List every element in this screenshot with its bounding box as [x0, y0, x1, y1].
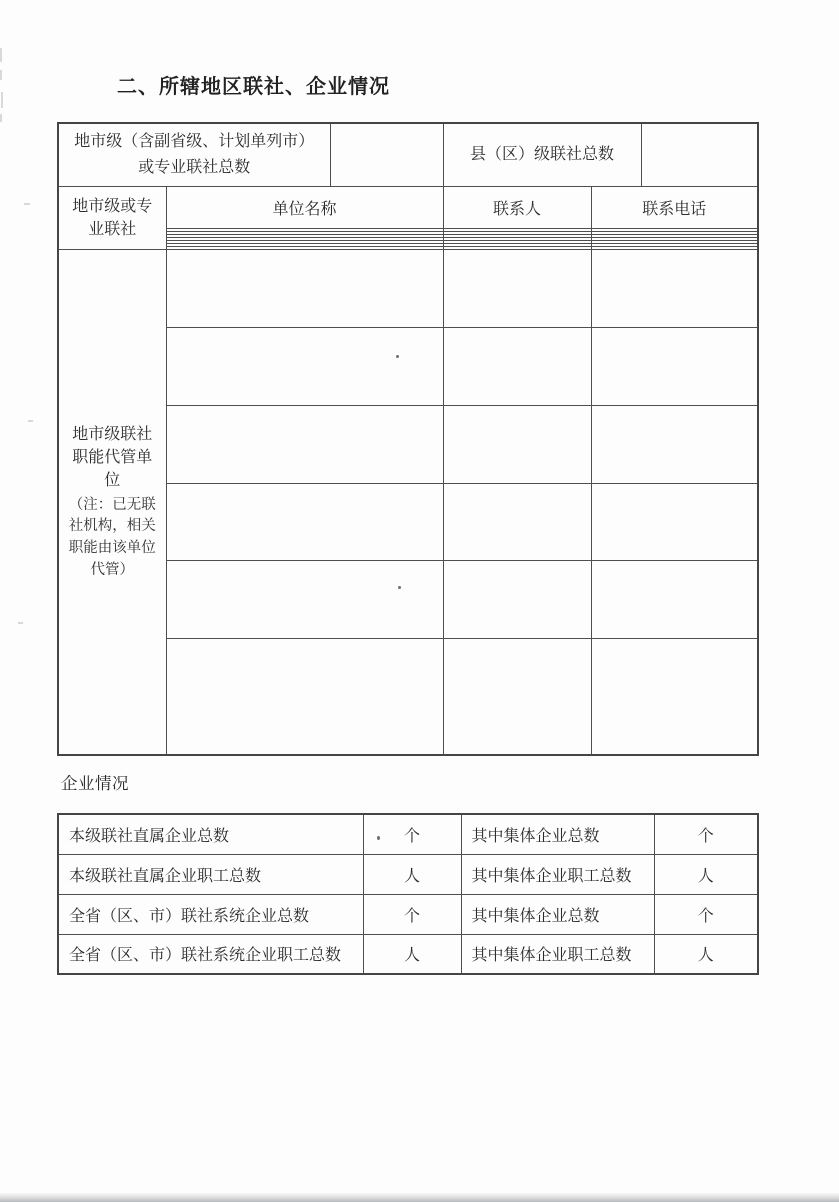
scan-edge-mark [0, 70, 2, 80]
enterprise-unit: 个 [363, 814, 461, 854]
scan-bottom-shadow [0, 1193, 839, 1202]
county-level-total-value-cell[interactable] [641, 123, 758, 186]
section-city-level-label-line1: 地市级或专 [72, 197, 153, 215]
enterprise-unit: 人 [363, 934, 461, 974]
city-level-total-label [58, 123, 330, 186]
contact-cell[interactable] [443, 405, 591, 483]
section-delegate-note [59, 495, 166, 582]
association-directory-table [57, 122, 759, 756]
city-level-total-value-cell[interactable] [330, 123, 443, 186]
section-delegate-label [58, 250, 166, 755]
unit-name-cell[interactable] [166, 328, 443, 406]
enterprise-sub-label: 其中集体企业职工总数 [461, 934, 654, 974]
scan-speck [398, 586, 401, 589]
phone-cell[interactable] [591, 405, 758, 483]
enterprise-label: 全省（区、市）联社系统企业总数 [58, 894, 363, 934]
unit-name-cell[interactable] [166, 483, 443, 561]
table-row [58, 814, 758, 854]
contact-cell[interactable] [443, 561, 591, 639]
enterprise-section-title: 企业情况 [61, 774, 129, 793]
scan-edge-mark [28, 420, 33, 422]
table-row [58, 854, 758, 894]
section-delegate-label-line3: 位 [104, 472, 121, 490]
enterprise-label: 本级联社直属企业职工总数 [58, 854, 363, 894]
enterprise-sub-label: 其中集体企业总数 [461, 814, 654, 854]
unit-name-cell[interactable] [166, 638, 443, 755]
col-header-unit-name: 单位名称 [166, 186, 443, 228]
enterprise-sub-unit: 人 [654, 934, 758, 974]
section-delegate-label-line2: 职能代管单 [72, 449, 153, 467]
county-level-total-label: 县（区）级联社总数 [443, 123, 641, 186]
note-line3: 职能由该单位 [68, 540, 156, 557]
scan-edge-mark [1, 92, 3, 108]
contact-cell[interactable] [443, 250, 591, 328]
enterprise-sub-label: 其中集体企业职工总数 [461, 854, 654, 894]
section-city-level-label-line2: 业联社 [88, 220, 137, 238]
contact-cell[interactable] [443, 328, 591, 406]
unit-name-cell[interactable] [166, 561, 443, 639]
note-line2: 社机构，相关 [68, 518, 156, 535]
phone-cell[interactable] [591, 638, 758, 755]
enterprise-label: 本级联社直属企业总数 [58, 814, 363, 854]
page-title: 二、所辖地区联社、企业情况 [117, 76, 390, 98]
scan-speck [377, 836, 380, 840]
enterprise-unit: 个 [363, 894, 461, 934]
col-header-phone: 联系电话 [591, 186, 758, 228]
scan-edge-mark [0, 114, 2, 122]
table-row [58, 894, 758, 934]
enterprise-unit: 人 [363, 854, 461, 894]
section-delegate-label-line1: 地市级联社 [72, 425, 153, 443]
enterprise-sub-unit: 人 [654, 854, 758, 894]
scan-edge-mark [24, 203, 30, 205]
contact-cell[interactable] [443, 638, 591, 755]
city-level-total-label-line2: 或专业联社总数 [138, 158, 251, 176]
city-level-total-label-line1: 地市级（含副省级、计划单列市） [74, 133, 315, 151]
enterprise-sub-unit: 个 [654, 814, 758, 854]
phone-cell[interactable] [591, 328, 758, 406]
unit-name-cell[interactable] [166, 405, 443, 483]
phone-cell[interactable] [591, 250, 758, 328]
contact-cell[interactable] [443, 483, 591, 561]
enterprise-label: 全省（区、市）联社系统企业职工总数 [58, 934, 363, 974]
enterprise-summary-table [57, 813, 759, 975]
scan-edge-mark [0, 48, 2, 62]
enterprise-sub-unit: 个 [654, 894, 758, 934]
totals-row [58, 123, 758, 186]
table-row [58, 934, 758, 974]
table-row [58, 250, 758, 328]
scan-speck [396, 355, 399, 358]
note-line1: （注：已无联 [68, 496, 156, 513]
col-header-contact: 联系人 [443, 186, 591, 228]
section-city-level-label [58, 186, 166, 250]
phone-cell[interactable] [591, 483, 758, 561]
unit-name-cell[interactable] [166, 250, 443, 328]
directory-header-row [58, 186, 758, 228]
phone-cell[interactable] [591, 561, 758, 639]
scan-edge-mark [18, 622, 23, 624]
note-line4: 代管） [90, 561, 134, 578]
enterprise-sub-label: 其中集体企业总数 [461, 894, 654, 934]
